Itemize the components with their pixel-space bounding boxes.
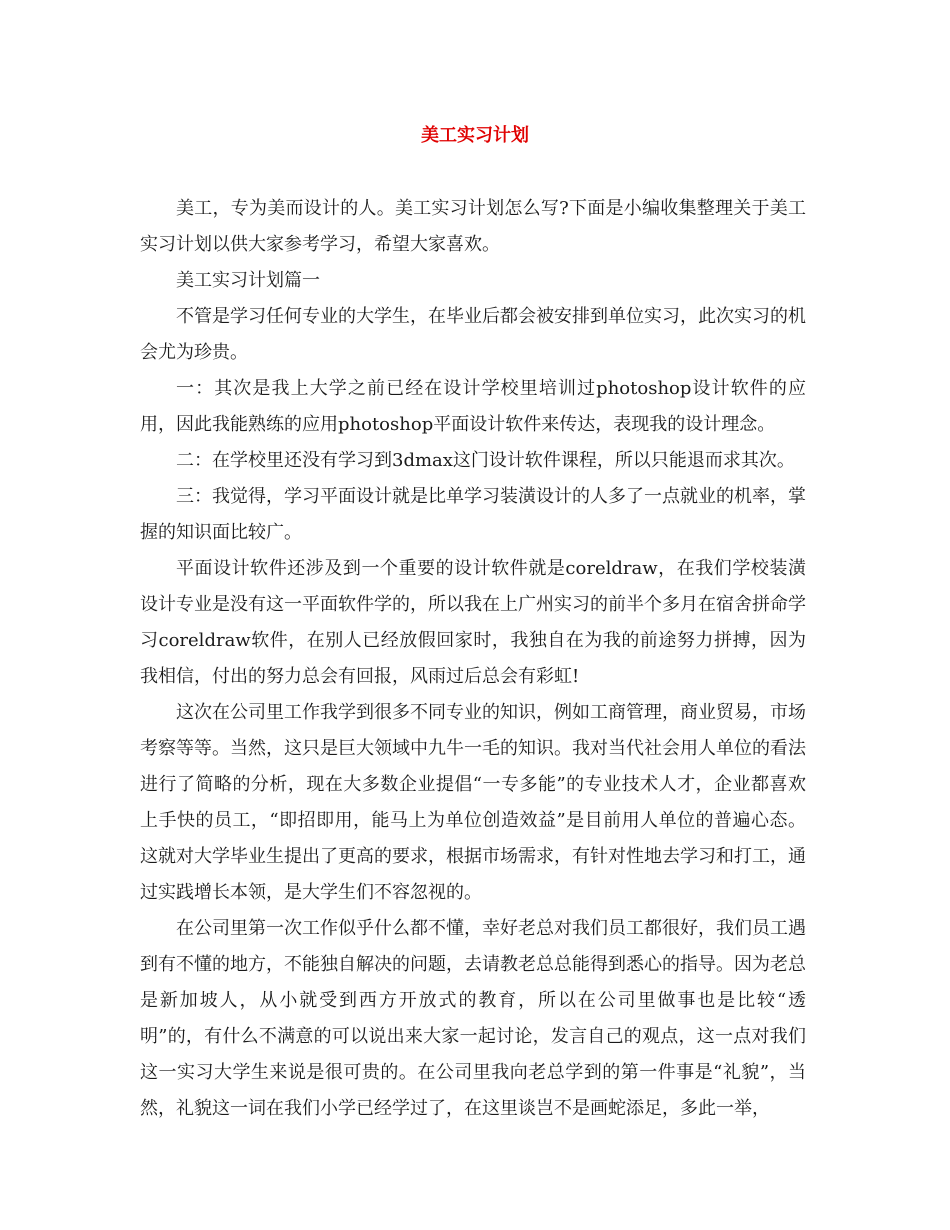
section-heading: 美工实习计划篇一 xyxy=(176,270,320,291)
paragraph: 二：在学校里还没有学习到3dmax这门设计软件课程，所以只能退而求其次。 xyxy=(176,450,795,471)
paragraph-intro: 美工，专为美而设计的人。美工实习计划怎么写?下面是小编收集整理关于美工实习计划以供大家参考学习，希望大家喜欢。 xyxy=(140,198,806,255)
paragraph: 在公司里第一次工作似乎什么都不懂，幸好老总对我们员工都很好，我们员工遇到有不懂的地方，不能独自解决的问题，去请教老总总能得到悉心的指导。因为老总是新加坡人，从小就受到西方开放式的教育，所以在公司里做事也是比较“透明”的，有什么不满意的可以说出来大家一起讨论，发言自己的观点，这一点对我们这一实习大学生来说是很可贵的。在公司里我向老总学到的第一件事是“礼貌”，当然，礼貌这一词在我们小学已经学过了，在这里谈岂不是画蛇添足，多此一举， xyxy=(140,918,806,1119)
paragraph: 平面设计软件还涉及到一个重要的设计软件就是coreldraw，在我们学校装潢设计专业是没有这一平面软件学的，所以我在上广州实习的前半个多月在宿舍拼命学习coreldraw软件，在别人已经放假回家时，我独自在为我的前途努力拼搏，因为我相信，付出的努力总会有回报，风雨过后总会有彩虹! xyxy=(140,558,806,687)
document-body xyxy=(140,191,806,1127)
paragraph: 这次在公司里工作我学到很多不同专业的知识，例如工商管理，商业贸易，市场考察等等。当然，这只是巨大领域中九牛一毛的知识。我对当代社会用人单位的看法进行了简略的分析，现在大多数企业提倡“一专多能”的专业技术人才，企业都喜欢上手快的员工，“即招即用，能马上为单位创造效益”是目前用人单位的普遍心态。这就对大学毕业生提出了更高的要求，根据市场需求，有针对性地去学习和打工，通过实践增长本领，是大学生们不容忽视的。 xyxy=(140,702,806,903)
paragraph: 不管是学习任何专业的大学生，在毕业后都会被安排到单位实习，此次实习的机会尤为珍贵。 xyxy=(140,306,806,363)
paragraph: 三：我觉得，学习平面设计就是比单学习装潢设计的人多了一点就业的机率，掌握的知识面比较广。 xyxy=(140,486,806,543)
paragraph: 一：其次是我上大学之前已经在设计学校里培训过photoshop设计软件的应用，因此我能熟练的应用photoshop平面设计软件来传达，表现我的设计理念。 xyxy=(140,378,806,435)
document-title: 美工实习计划 xyxy=(421,125,529,146)
